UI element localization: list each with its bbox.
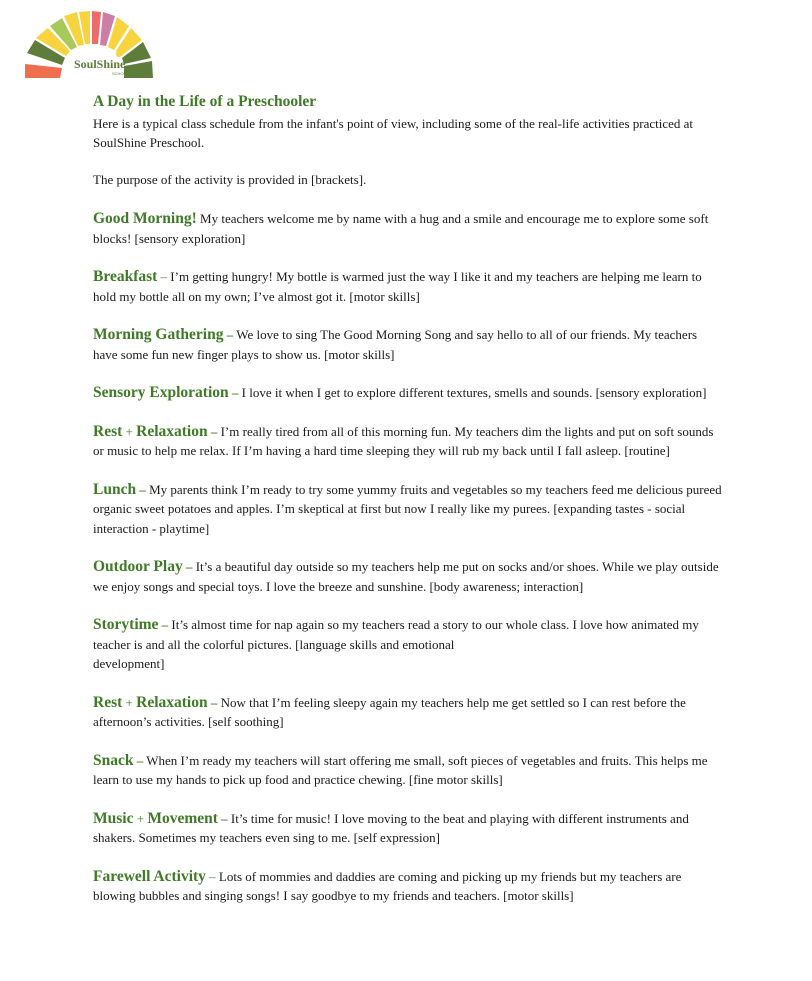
activity-plus: + [125, 694, 133, 710]
activity-storytime [93, 615, 723, 674]
activity-title: Breakfast [93, 268, 158, 285]
logo-brand: SoulShine [74, 57, 126, 71]
activity-text: I’m really tired from all of this morning fun. My teachers dim the lights and put on soft sounds or music to help me relax. If I’m having a hard time sleeping they will rub my back until I fall asleep. [routine] [93, 423, 714, 458]
activity-plus: + [136, 810, 145, 826]
activity-text: It’s a beautiful day outside so my teachers help me put on socks and/or shoes. While we play outside we enjoy songs and special toys. I love the breeze and sunshine. [body awareness; interaction] [93, 559, 719, 594]
activity-title-b: Movement [147, 809, 218, 827]
activity-title-b: Relaxation [136, 422, 208, 440]
activity-morning-gathering [93, 325, 723, 364]
activity-breakfast [93, 267, 723, 306]
activity-title: Storytime [93, 616, 159, 633]
activity-title: Morning Gathering [93, 326, 224, 343]
sun-dot-icon [116, 51, 122, 57]
activity-title-a: Music [93, 809, 134, 827]
activity-outdoor-play [93, 557, 723, 596]
activity-text: When I’m ready my teachers will start offering me small, soft pieces of vegetables and fruits. This helps me learn to use my hands to pick up food and practice chewing. [fine motor skills] [93, 752, 708, 787]
activity-rest-relaxation-afternoon [93, 693, 723, 732]
activity-dash: – [210, 423, 218, 439]
activity-dash: – [210, 694, 218, 710]
activity-title-a: Rest [93, 422, 123, 440]
activity-good-morning [93, 209, 723, 248]
activity-title: Good Morning! [93, 210, 197, 227]
activity-farewell [93, 867, 723, 906]
soulshine-logo [22, 10, 156, 82]
activity-text: Now that I’m feeling sleepy again my teachers help me get settled so I can rest before the afternoon’s activities. [self soothing] [93, 694, 686, 729]
activity-snack [93, 751, 723, 790]
activity-plus: + [125, 423, 133, 439]
activity-sensory-exploration [93, 383, 723, 403]
activity-title: Farewell Activity [93, 867, 206, 885]
activity-dash: – [226, 327, 234, 342]
activity-dash: – [161, 617, 169, 632]
activity-title: Sensory Exploration [93, 384, 229, 401]
activity-lunch [93, 480, 723, 539]
activity-text: My parents think I’m ready to try some yummy fruits and vegetables so my teachers feed me delicious pureed organic sweet potatoes and apples. I’m skeptical at first but now I really like my purees. [expanding tastes - social interaction - playtime] [93, 481, 722, 536]
purpose-note: The purpose of the activity is provided in [brackets]. [93, 172, 367, 187]
activity-rest-relaxation [93, 422, 723, 461]
activity-dash: – [136, 752, 144, 768]
activity-text: Lots of mommies and daddies are coming and picking up my friends but my teachers are blowing bubbles and singing songs! I say goodbye to my friends and teachers. [motor skills] [93, 868, 682, 903]
intro-text: Here is a typical class schedule from the infant's point of view, including some of the real-life activities practiced at SoulShine Preschool. [93, 116, 694, 150]
activity-text: My teachers welcome me by name with a hug and a smile and encourage me to explore some soft blocks! [sensory exploration] [93, 211, 709, 246]
activity-text: We love to sing The Good Morning Song and say hello to all of our friends. My teachers have some fun new finger plays to show us. [motor skills] [93, 327, 698, 362]
activity-text: It’s time for music! I love moving to the beat and playing with different instruments and shakers. Sometimes my teachers even sing to me. [self expression] [93, 810, 689, 845]
schedule-document [93, 92, 723, 906]
activity-text: I love it when I get to explore different textures, smells and sounds. [sensory exploration] [241, 385, 707, 400]
activity-title: Outdoor Play [93, 558, 183, 575]
page-title: A Day in the Life of a Preschooler [93, 93, 317, 110]
activity-title: Lunch [93, 480, 137, 498]
activity-dash: – [139, 481, 146, 497]
activity-title-b: Relaxation [136, 693, 208, 711]
activity-dash: – [160, 269, 168, 284]
activity-text: It’s almost time for nap again so my teachers read a story to our whole class. I love how animated my teacher is and all the colorful pictures. [language skills and emotional [93, 617, 699, 652]
activity-text: I’m getting hungry! My bottle is warmed just the way I like it and my teachers are helping me learn to hold my bottle all on my own; I’ve almost got it. [motor skills] [93, 269, 702, 304]
activity-dash: – [209, 868, 216, 884]
activity-text-continued: development] [93, 656, 165, 671]
activity-title: Snack [93, 751, 134, 769]
activity-title-a: Rest [93, 693, 123, 711]
activity-dash: – [185, 559, 193, 574]
activity-dash: – [231, 385, 239, 400]
activity-music-movement [93, 809, 723, 848]
logo-sub: SCHOOLS [112, 71, 132, 76]
activity-dash: – [221, 810, 228, 826]
